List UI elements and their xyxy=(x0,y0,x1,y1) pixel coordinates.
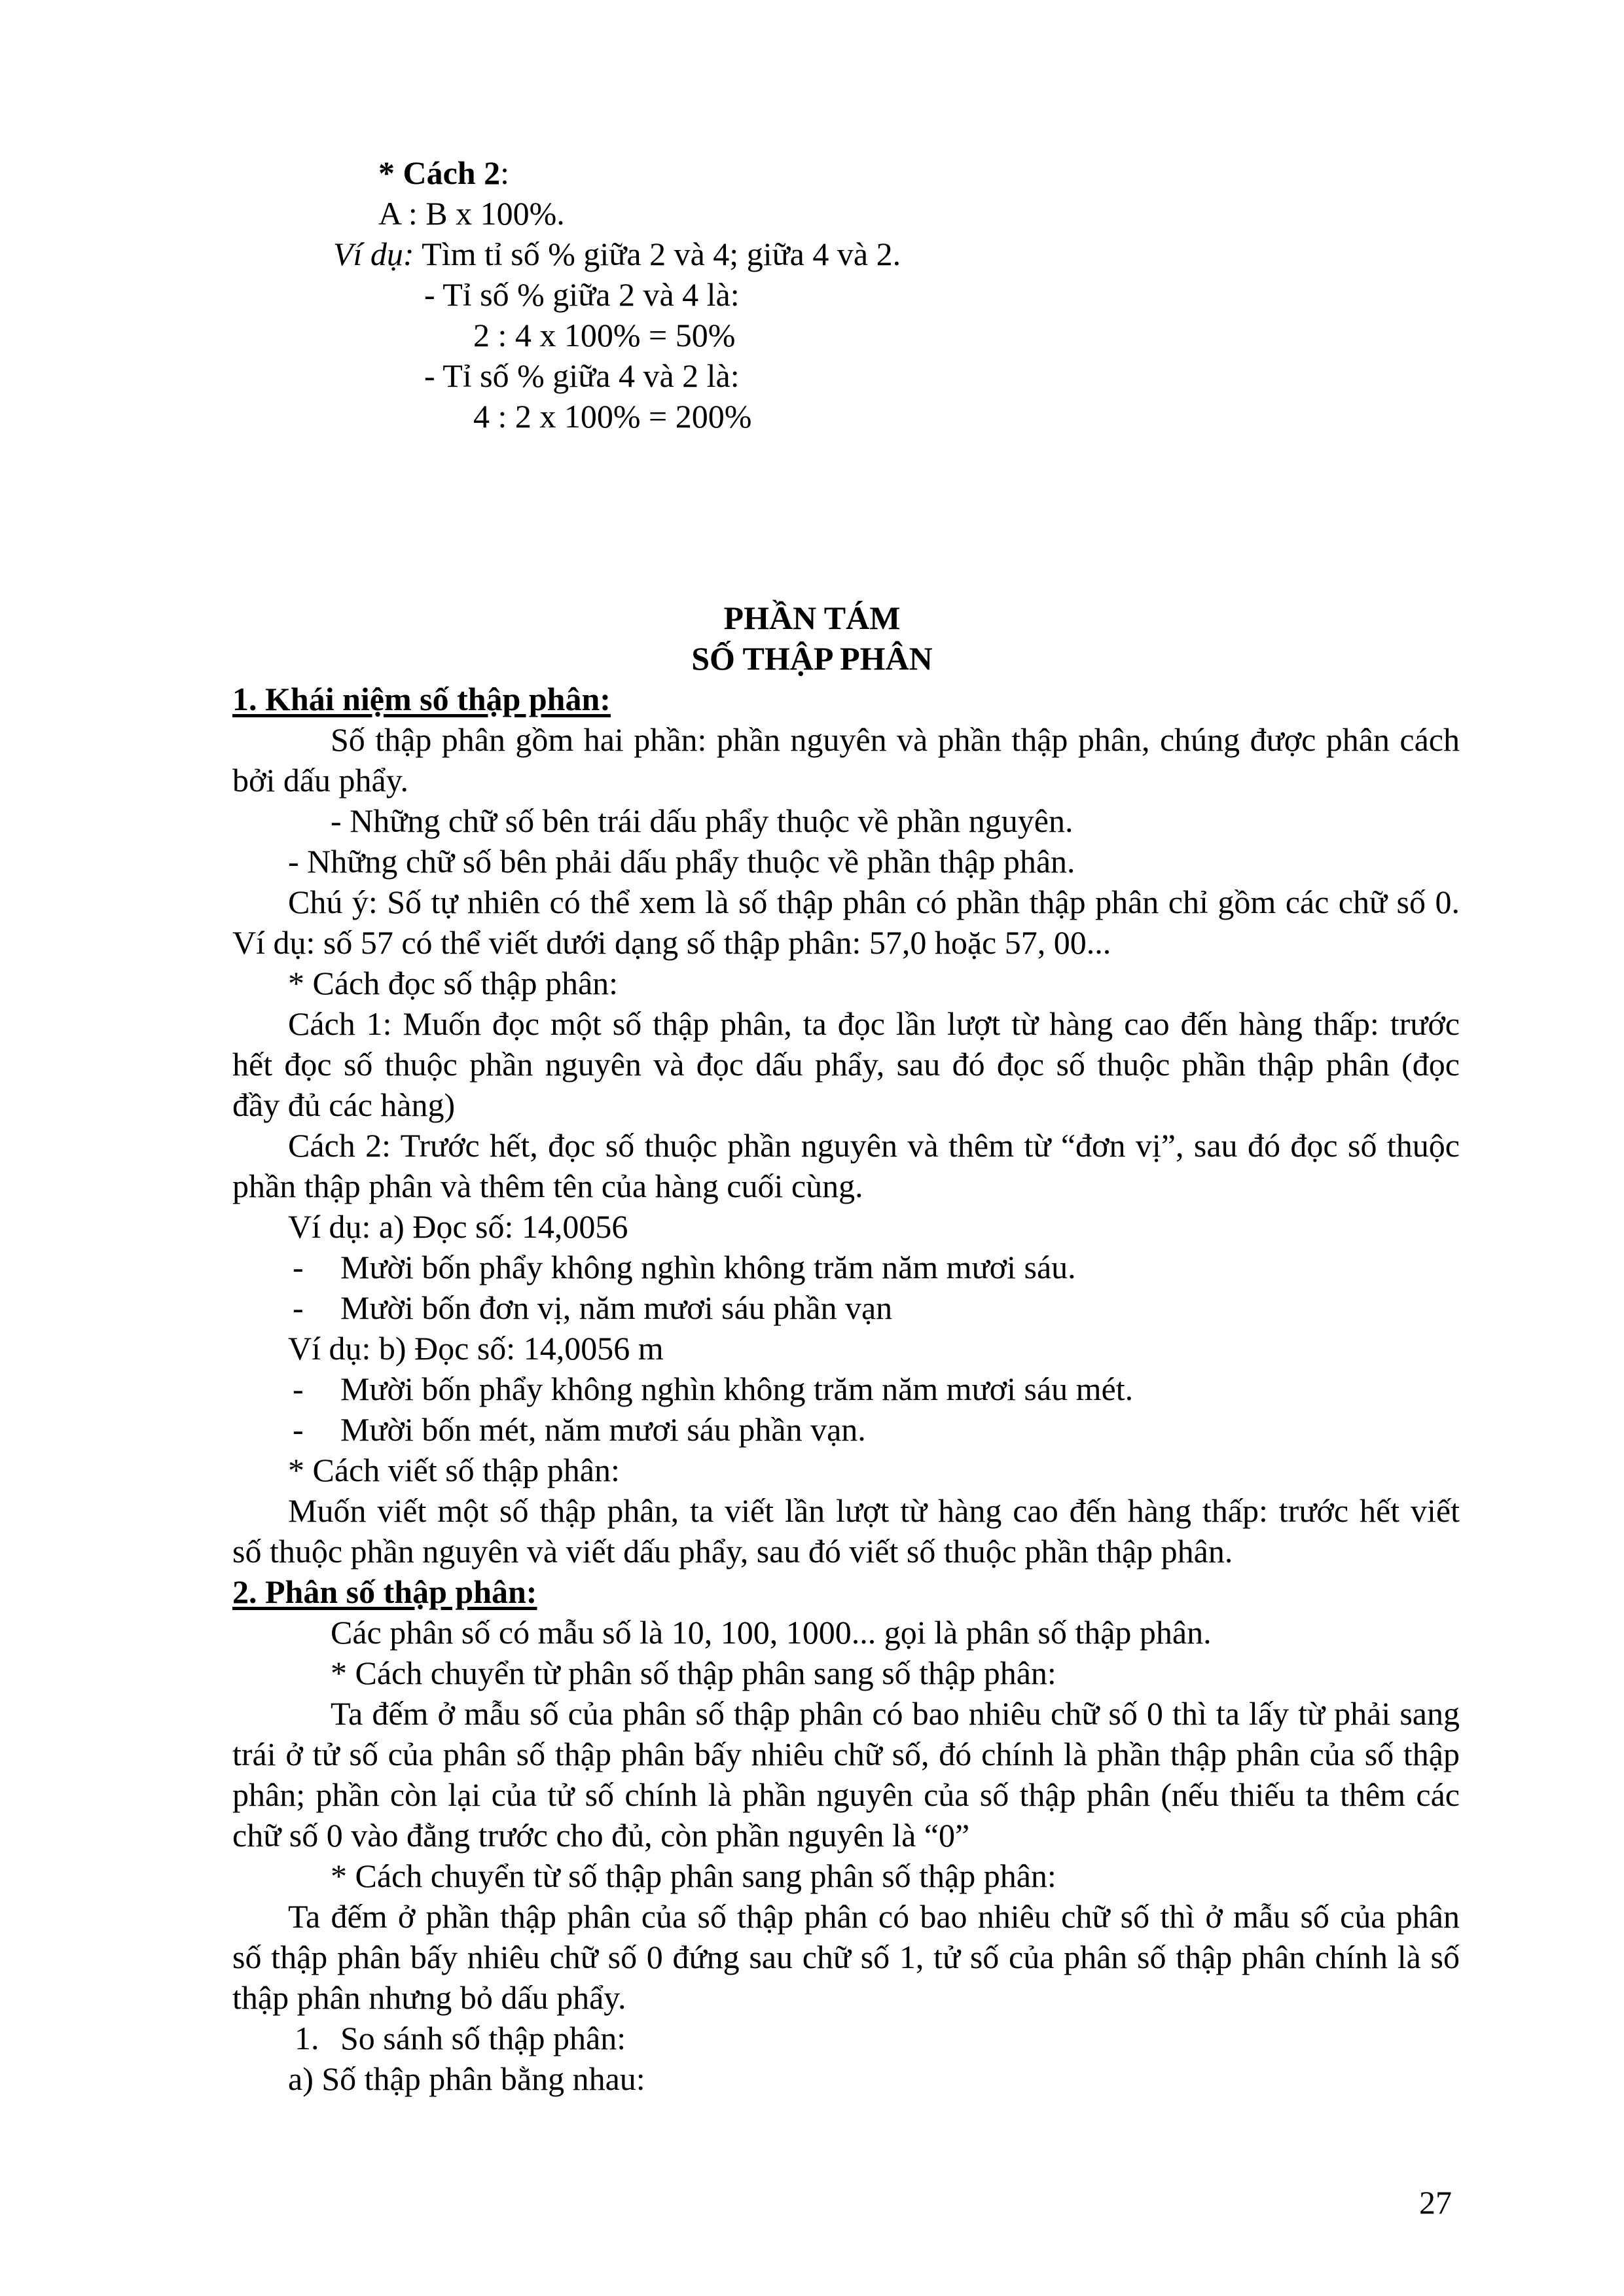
part-title: PHẦN TÁM xyxy=(723,600,901,636)
convert1-line-3: phân; phần còn lại của tử số chính là phần nguyên của số thập phân (nếu thiếu ta thêm các xyxy=(232,1776,1460,1813)
cach2-colon: : xyxy=(500,154,510,191)
example-a-reading-1: Mười bốn phẩy không nghìn không trăm năm mươi sáu. xyxy=(340,1249,1076,1285)
convert1-heading: * Cách chuyển từ phân số thập phân sang số thập phân: xyxy=(331,1655,1056,1691)
read-cach1-line-2: hết đọc số thuộc phần nguyên và đọc dấu phẩy, sau đó đọc số thuộc phần thập phân (đọc xyxy=(232,1046,1460,1083)
section1-para-line-1: Số thập phân gồm hai phần: phần nguyên và phần thập phân, chúng được phân cách xyxy=(331,721,1460,758)
read-heading: * Cách đọc số thập phân: xyxy=(288,965,619,1001)
convert2-line-1: Ta đếm ở phần thập phân của số thập phân có bao nhiêu chữ số thì ở mẫu số của phân xyxy=(288,1898,1460,1935)
ratio-line-1: - Tỉ số % giữa 2 và 4 là: xyxy=(424,276,740,313)
convert1-line-4: chữ số 0 vào đằng trước cho đủ, còn phần nguyên là “0” xyxy=(232,1817,970,1854)
read-cach2-line-2: phần thập phân và thêm tên của hàng cuối cùng. xyxy=(232,1168,863,1204)
write-line-1: Muốn viết một số thập phân, ta viết lần lượt từ hàng cao đến hàng thấp: trước hết viết xyxy=(288,1492,1460,1529)
page-number: 27 xyxy=(1419,2184,1452,2221)
read-cach2-line-1: Cách 2: Trước hết, đọc số thuộc phần nguyên và thêm từ “đơn vị”, sau đó đọc số thuộc xyxy=(288,1127,1460,1164)
note-line-1: Chú ý: Số tự nhiên có thể xem là số thập phân có phần thập phân chỉ gồm các chữ số 0. xyxy=(288,884,1460,920)
section1-heading: 1. Khái niệm số thập phân: xyxy=(232,681,611,717)
example-b-dash-1: - xyxy=(293,1371,304,1407)
example-line xyxy=(333,234,901,274)
section2-para: Các phân số có mẫu số là 10, 100, 1000... gọi là phân số thập phân. xyxy=(331,1614,1212,1651)
ratio-calc-1: 2 : 4 x 100% = 50% xyxy=(473,317,736,353)
bullet-left-digits: - Những chữ số bên trái dấu phẩy thuộc về phần nguyên. xyxy=(331,802,1074,839)
ratio-line-2: - Tỉ số % giữa 4 và 2 là: xyxy=(424,357,740,394)
example-label: Ví dụ: xyxy=(333,236,414,272)
ratio-calc-2: 4 : 2 x 100% = 200% xyxy=(473,398,752,435)
section1-para-line-2: bởi dấu phẩy. xyxy=(232,762,408,798)
example-a-dash-1: - xyxy=(293,1249,304,1285)
compare-heading: So sánh số thập phân: xyxy=(340,2020,626,2056)
example-b-heading: Ví dụ: b) Đọc số: 14,0056 m xyxy=(288,1330,664,1367)
bullet-right-digits: - Những chữ số bên phải dấu phẩy thuộc về phần thập phân. xyxy=(288,843,1075,880)
formula: A : B x 100%. xyxy=(378,195,565,232)
cach2-label xyxy=(378,153,509,192)
compare-number: 1. xyxy=(295,2020,319,2056)
write-line-2: số thuộc phần nguyên và viết dấu phẩy, sau đó viết số thuộc phần thập phân. xyxy=(232,1533,1233,1570)
convert2-line-3: thập phân nhưng bỏ dấu phẩy. xyxy=(232,1979,626,2016)
example-text: Tìm tỉ số % giữa 2 và 4; giữa 4 và 2. xyxy=(422,236,901,272)
example-a-reading-2: Mười bốn đơn vị, năm mươi sáu phần vạn xyxy=(340,1289,893,1326)
example-a-heading: Ví dụ: a) Đọc số: 14,0056 xyxy=(288,1208,628,1245)
convert1-line-2: trái ở tử số của phân số thập phân bấy nhiêu chữ số, đó chính là phần thập phân của số thập xyxy=(232,1736,1460,1772)
example-b-dash-2: - xyxy=(293,1411,304,1448)
convert2-line-2: số thập phân bấy nhiêu chữ số 0 đứng sau chữ số 1, tử số của phân số thập phân chính là số xyxy=(232,1939,1460,1975)
example-b-reading-1: Mười bốn phẩy không nghìn không trăm năm mươi sáu mét. xyxy=(340,1371,1134,1407)
note-line-2: Ví dụ: số 57 có thể viết dưới dạng số thập phân: 57,0 hoặc 57, 00... xyxy=(232,924,1111,961)
part-subtitle: SỐ THẬP PHÂN xyxy=(691,640,933,677)
cach2-label-text: * Cách 2 xyxy=(378,154,501,191)
convert2-heading: * Cách chuyển từ số thập phân sang phân số thập phân: xyxy=(331,1857,1056,1894)
example-a-dash-2: - xyxy=(293,1289,304,1326)
read-cach1-line-3: đầy đủ các hàng) xyxy=(232,1086,456,1123)
example-b-reading-2: Mười bốn mét, năm mươi sáu phần vạn. xyxy=(340,1411,866,1448)
read-cach1-line-1: Cách 1: Muốn đọc một số thập phân, ta đọc lần lượt từ hàng cao đến hàng thấp: trước xyxy=(288,1005,1460,1042)
convert1-line-1: Ta đếm ở mẫu số của phân số thập phân có bao nhiêu chữ số 0 thì ta lấy từ phải sang xyxy=(331,1695,1460,1732)
section2-heading: 2. Phân số thập phân: xyxy=(232,1573,537,1610)
equal-decimals-heading: a) Số thập phân bằng nhau: xyxy=(288,2060,645,2097)
write-heading: * Cách viết số thập phân: xyxy=(288,1452,620,1488)
